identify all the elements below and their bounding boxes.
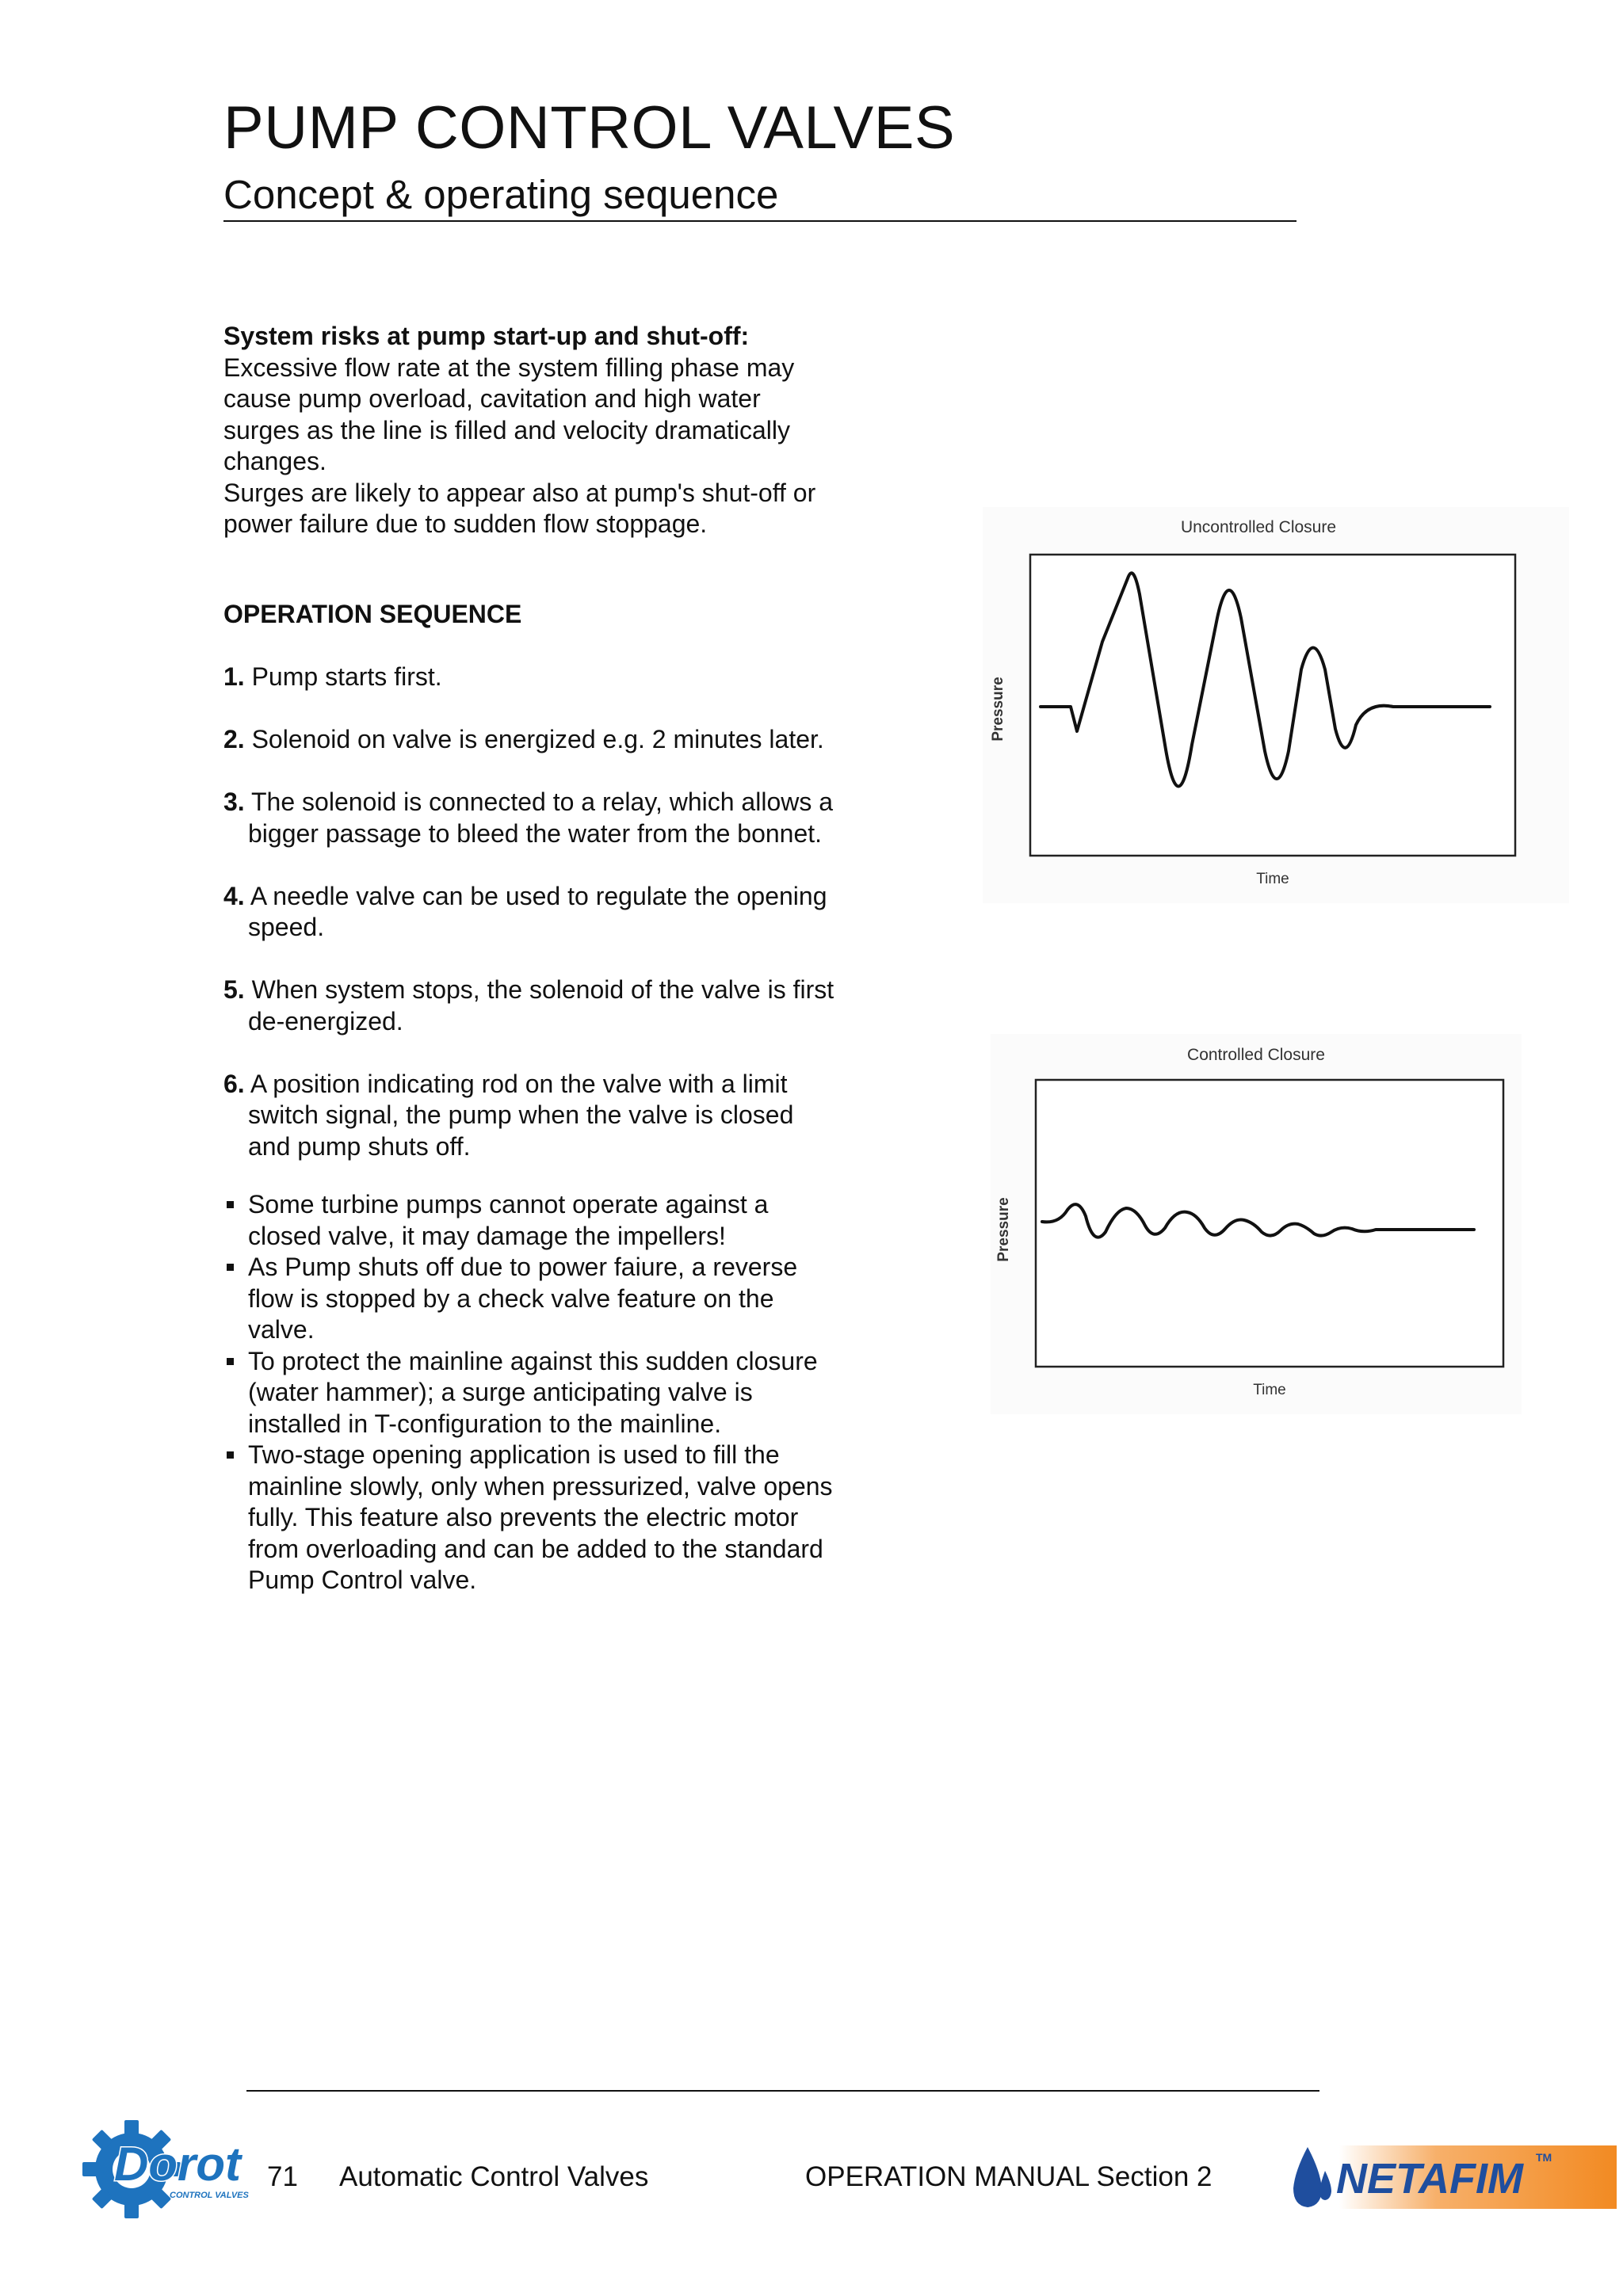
notes-bullet-list [223, 1189, 905, 1596]
bullet-text: (water hammer); a surge anticipating valve is [248, 1378, 753, 1406]
risk-line: Surges are likely to appear also at pump's shut-off or [223, 478, 816, 507]
step-text: speed. [248, 913, 325, 941]
controlled-graph-frame [1036, 1080, 1503, 1367]
risk-line: power failure due to sudden flow stoppage. [223, 509, 708, 538]
square-bullet-icon [227, 1264, 234, 1271]
square-bullet-icon [227, 1451, 234, 1459]
step-number: 6. [223, 1069, 245, 1098]
square-bullet-icon [227, 1358, 234, 1365]
small-water-drop-icon [1319, 2171, 1331, 2200]
bullet-text: fully. This feature also prevents the electric motor [248, 1503, 799, 1531]
step-text: A position indicating rod on the valve with a limit [250, 1069, 788, 1098]
operation-step [223, 881, 905, 944]
risk-line: cause pump overload, cavitation and high water [223, 384, 761, 413]
bullet-text: Some turbine pumps cannot operate against a [248, 1190, 769, 1219]
step-text: bigger passage to bleed the water from the bonnet. [248, 818, 823, 848]
bullet-text: installed in T-configuration to the mainline. [248, 1409, 722, 1438]
controlled-y-axis-label: Pressure [995, 1197, 1012, 1262]
risk-line: surges as the line is filled and velocity dramatically [223, 415, 790, 444]
step-number: 4. [223, 881, 245, 910]
water-drop-icon [1293, 2147, 1322, 2207]
bullet-text: from overloading and can be added to the standard [248, 1534, 823, 1563]
bullet-text: mainline slowly, only when pressurized, valve opens [248, 1471, 833, 1501]
bullet-text: closed valve, it may damage the impellers! [248, 1221, 726, 1250]
step-number: 3. [223, 788, 245, 816]
controlled-closure-graph [991, 1034, 1522, 1414]
step-text: Solenoid on valve is energized e.g. 2 minutes later. [251, 725, 824, 753]
risk-line: changes. [223, 447, 327, 475]
operation-step [223, 662, 905, 693]
risk-line: Excessive flow rate at the system filling phase may [223, 353, 795, 382]
dorot-logo-tagline: CONTROL VALVES [170, 2191, 249, 2200]
footer-divider [246, 2090, 1319, 2092]
uncontrolled-x-axis-label: Time [1256, 871, 1289, 887]
footer-section-label: OPERATION MANUAL Section 2 [805, 2161, 1212, 2192]
step-text: de-energized. [248, 1006, 403, 1035]
uncontrolled-graph-title: Uncontrolled Closure [1180, 518, 1337, 536]
dorot-logo-wordmark: Dorot [114, 2138, 241, 2191]
page-title: PUMP CONTROL VALVES [223, 94, 956, 162]
footer-document-title: Automatic Control Valves [339, 2161, 649, 2192]
bullet-item [223, 1346, 905, 1440]
bullet-text: Pump Control valve. [248, 1566, 477, 1594]
operation-steps-list [223, 662, 905, 1194]
uncontrolled-y-axis-label: Pressure [990, 677, 1006, 742]
dorot-logo [82, 2114, 265, 2225]
step-text: switch signal, the pump when the valve is closed [248, 1100, 794, 1129]
operation-sequence-heading: OPERATION SEQUENCE [223, 600, 522, 628]
operation-step [223, 724, 905, 756]
bullet-item [223, 1189, 905, 1252]
step-text: and pump shuts off. [248, 1131, 471, 1161]
bullet-text: Two-stage opening application is used to fill the [248, 1440, 780, 1469]
operation-step [223, 974, 905, 1037]
system-risks-section [223, 321, 905, 540]
bullet-text: As Pump shuts off due to power faiure, a reverse [248, 1253, 798, 1281]
header-divider [223, 220, 1296, 222]
bullet-item [223, 1440, 905, 1596]
step-text: The solenoid is connected to a relay, which allows a [251, 788, 834, 816]
step-number: 2. [223, 725, 245, 753]
netafim-logo [1284, 2139, 1617, 2218]
bullet-text: valve. [248, 1315, 315, 1344]
controlled-graph-title: Controlled Closure [1187, 1046, 1325, 1064]
square-bullet-icon [227, 1201, 234, 1208]
uncontrolled-closure-graph [983, 507, 1569, 903]
bullet-text: To protect the mainline against this sudden closure [248, 1346, 818, 1375]
step-number: 5. [223, 975, 245, 1004]
step-text: Pump starts first. [251, 662, 442, 691]
step-text: When system stops, the solenoid of the valve is first [251, 975, 834, 1004]
operation-step [223, 787, 905, 849]
netafim-trademark: TM [1536, 2151, 1552, 2164]
controlled-x-axis-label: Time [1253, 1382, 1286, 1398]
bullet-item [223, 1252, 905, 1346]
netafim-logo-wordmark: NETAFIM [1336, 2155, 1523, 2203]
step-text: A needle valve can be used to regulate the opening [250, 881, 827, 910]
operation-step [223, 1069, 905, 1163]
page-subtitle: Concept & operating sequence [223, 172, 779, 217]
system-risks-heading: System risks at pump start-up and shut-off: [223, 322, 750, 350]
step-number: 1. [223, 662, 245, 691]
bullet-text: flow is stopped by a check valve feature on the [248, 1283, 774, 1313]
page-number: 71 [267, 2161, 298, 2192]
